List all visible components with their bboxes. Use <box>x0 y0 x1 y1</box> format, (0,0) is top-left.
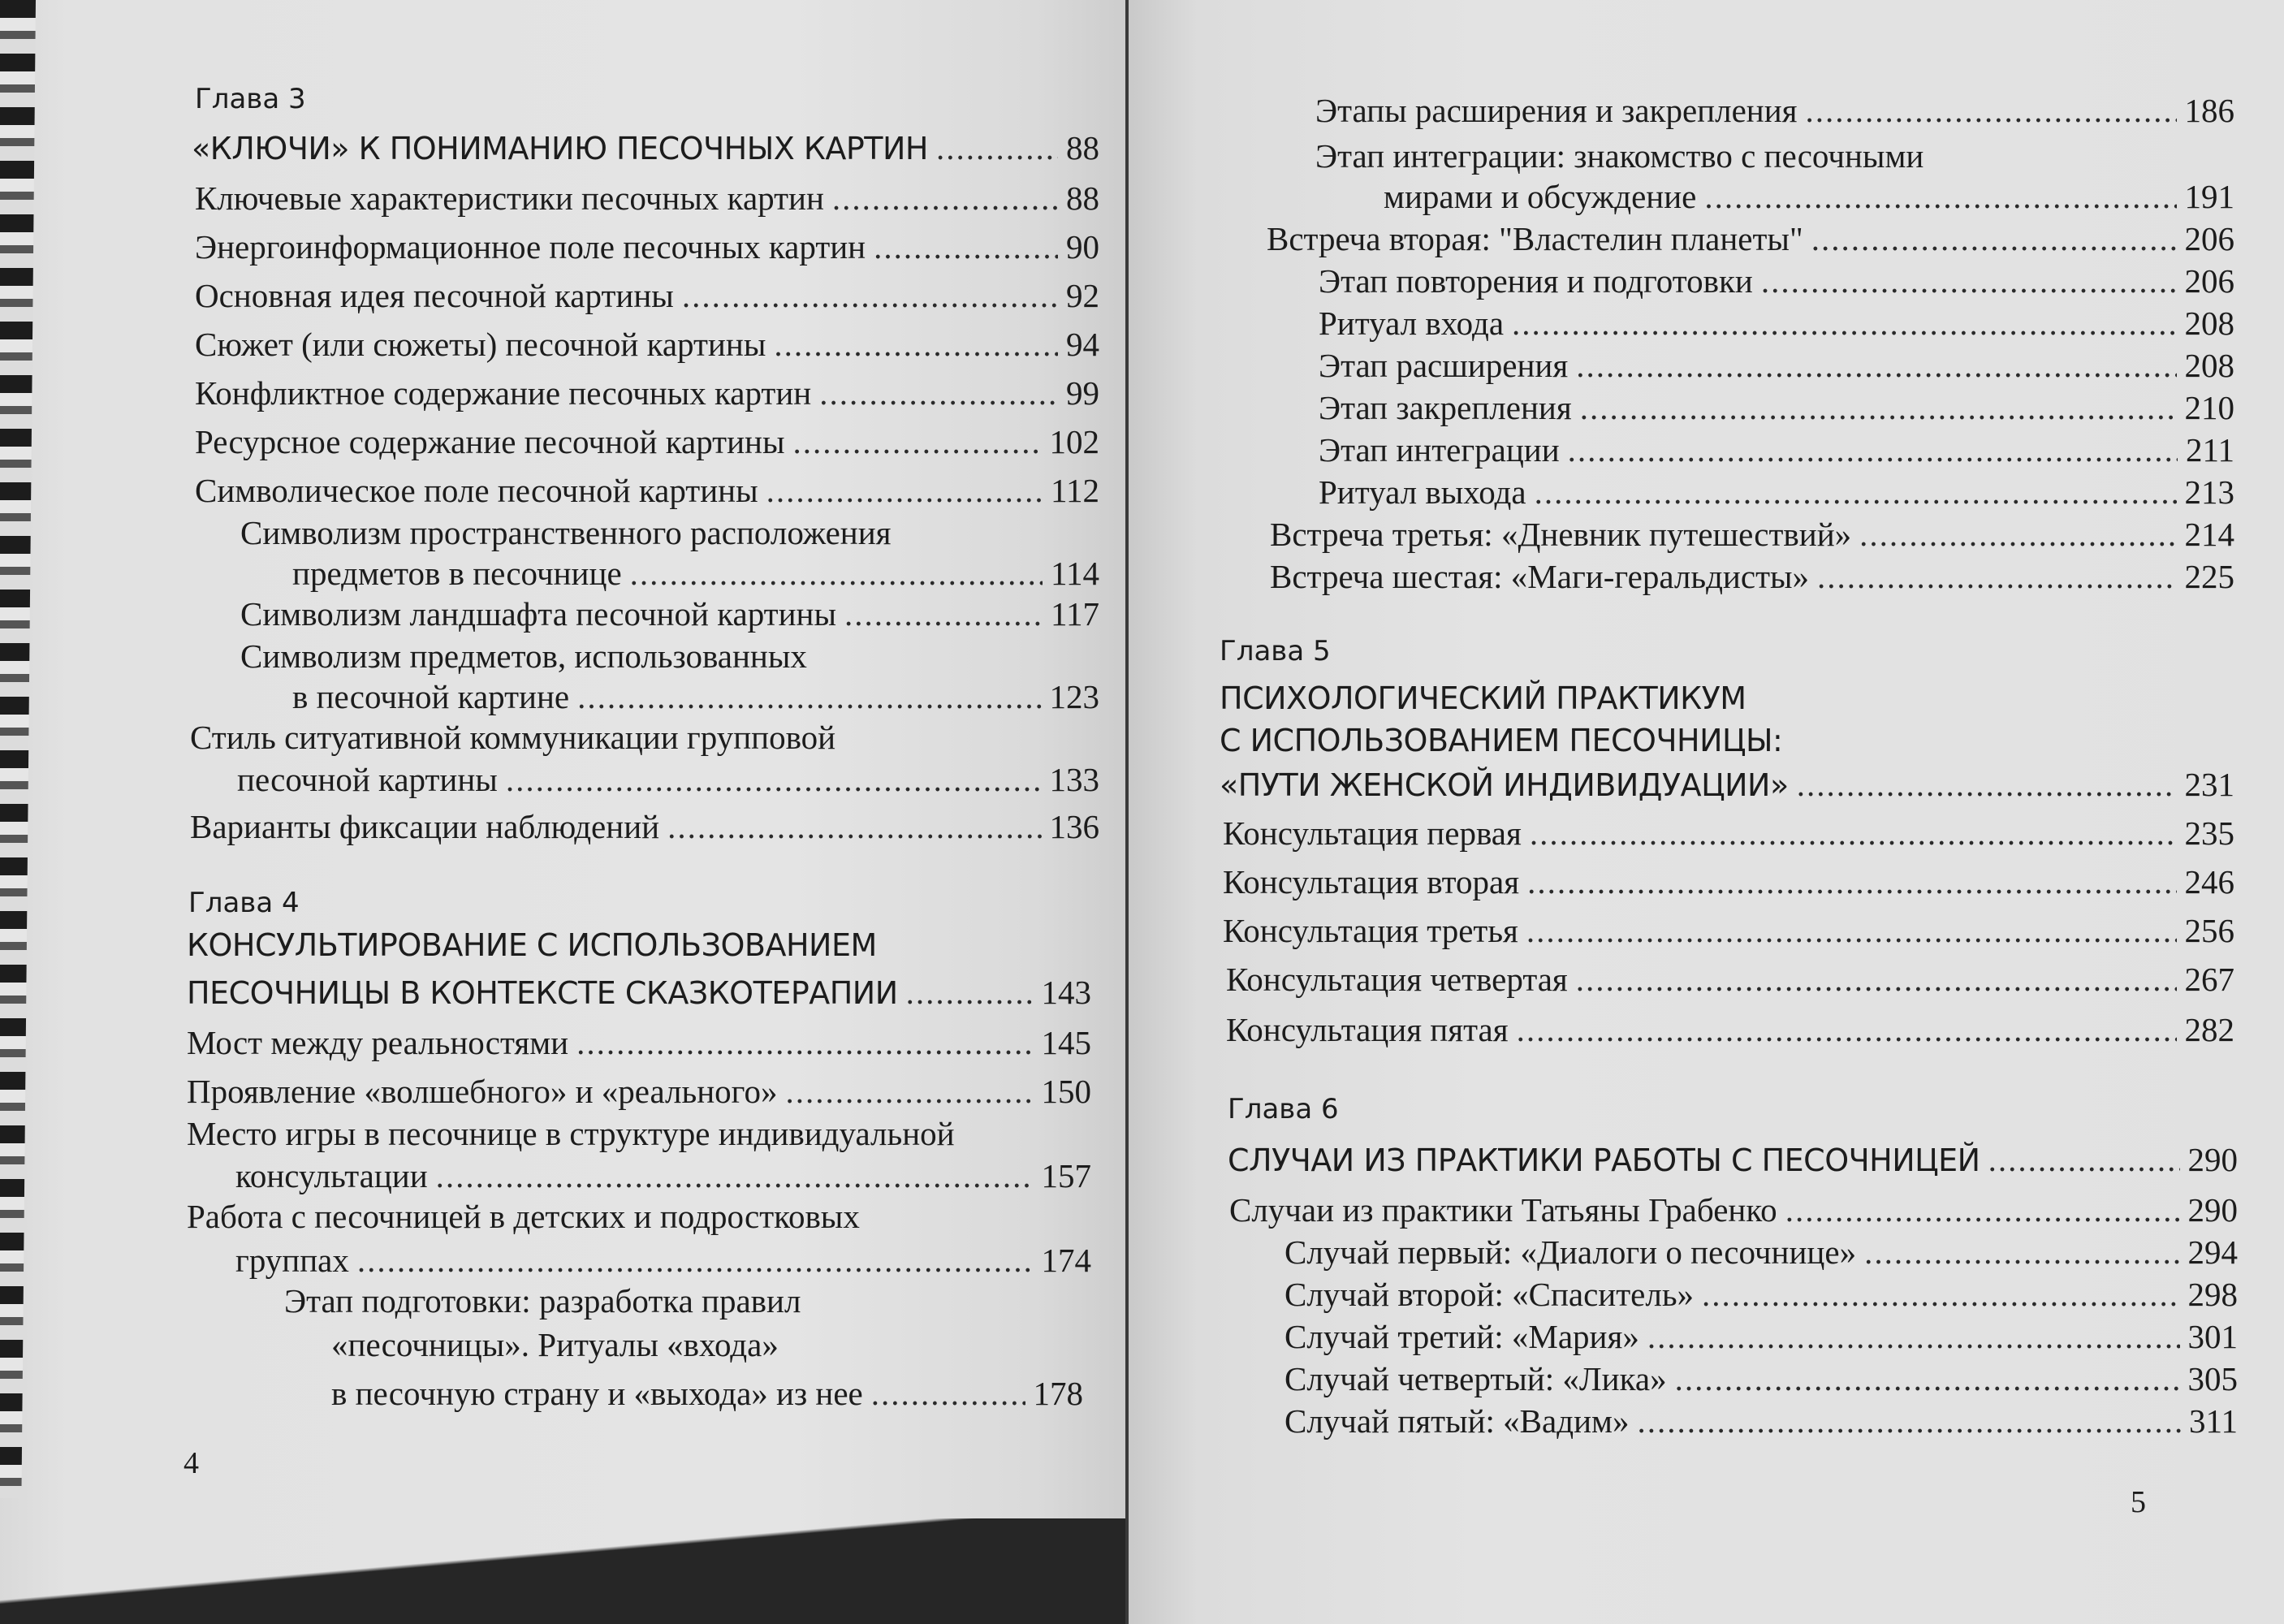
entry-text: Ключевые характеристики песочных картин <box>195 179 824 217</box>
toc-entry <box>195 374 1099 413</box>
entry-line: Стиль ситуативной коммуникации групповой <box>190 719 836 756</box>
entry-text: в песочной картине <box>292 678 570 715</box>
toc-subentry <box>1319 473 2234 512</box>
page-number-ref: 210 <box>2184 389 2234 426</box>
toc-entry <box>1270 557 2234 597</box>
page-number-ref: 290 <box>2187 1141 2238 1178</box>
entry-text: Встреча третья: «Дневник путешествий» <box>1270 516 1852 553</box>
toc-entry <box>1229 1190 2238 1230</box>
entry-text: Консультация четвертая <box>1226 961 1568 998</box>
toc-subentry <box>1284 1402 2238 1441</box>
page-number-ref: 99 <box>1066 374 1099 412</box>
chapter-title: ПЕСОЧНИЦЫ В КОНТЕКСТЕ СКАЗКОТЕРАПИИ <box>187 975 898 1011</box>
chapter-3-label: Глава 3 <box>195 83 306 115</box>
entry-text: Этап расширения <box>1319 347 1569 384</box>
chapter-5-title-entry <box>1220 765 2234 805</box>
entry-text: Основная идея песочной картины <box>195 277 674 314</box>
entry-line: Работа с песочницей в детских и подростковых <box>187 1198 860 1235</box>
subentry-line: «песочницы». Ритуалы «входа» <box>331 1326 779 1363</box>
page-number-ref: 305 <box>2187 1360 2238 1397</box>
page-number-ref: 208 <box>2184 304 2234 342</box>
toc-subentry <box>1284 1359 2238 1399</box>
entry-text: Этап интеграции <box>1319 431 1560 469</box>
page-number-ref: 112 <box>1051 472 1099 509</box>
toc-entry <box>1223 814 2234 853</box>
page-number-ref: 102 <box>1049 423 1099 460</box>
left-toc <box>0 0 1125 1624</box>
entry-text: Консультация третья <box>1223 912 1518 949</box>
chapter-4-label: Глава 4 <box>188 887 300 919</box>
page-number-ref: 157 <box>1041 1157 1091 1194</box>
toc-subentry <box>1284 1317 2238 1357</box>
chapter-title-line: КОНСУЛЬТИРОВАНИЕ С ИСПОЛЬЗОВАНИЕМ <box>187 927 877 963</box>
toc-entry <box>1223 911 2234 951</box>
entry-text: мирами и обсуждение <box>1384 178 1697 215</box>
toc-entry <box>235 1156 1091 1196</box>
subentry-line: Этап интеграции: знакомство с песочными <box>1315 137 1924 175</box>
entry-text: Мост между реальностями <box>187 1024 569 1061</box>
right-toc <box>1129 0 2284 1624</box>
entry-text: Этапы расширения и закрепления <box>1315 92 1798 129</box>
entry-text: Этап закрепления <box>1319 389 1572 426</box>
toc-subentry <box>292 554 1099 594</box>
toc-entry <box>1270 515 2234 555</box>
chapter-title: «ПУТИ ЖЕНСКОЙ ИНДИВИДУАЦИИ» <box>1220 767 1789 803</box>
page-number-ref: 88 <box>1066 129 1099 166</box>
page-number-ref: 267 <box>2184 961 2234 998</box>
entry-text: Случай второй: «Спаситель» <box>1284 1276 1695 1313</box>
page-number-ref: 301 <box>2187 1318 2238 1355</box>
entry-text: Случай третий: «Мария» <box>1284 1318 1639 1355</box>
page-number-ref: 214 <box>2184 516 2234 553</box>
page-number-ref: 235 <box>2184 814 2234 852</box>
page-number-ref: 186 <box>2184 92 2234 129</box>
chapter-title: СЛУЧАИ ИЗ ПРАКТИКИ РАБОТЫ С ПЕСОЧНИЦЕЙ <box>1228 1142 1980 1178</box>
page-number-ref: 282 <box>2184 1011 2234 1048</box>
entry-text: Ритуал выхода <box>1319 473 1526 511</box>
toc-subentry <box>1284 1275 2238 1315</box>
subentry-line: Символизм пространственного расположения <box>240 514 892 551</box>
chapter-title-line: ПСИХОЛОГИЧЕСКИЙ ПРАКТИКУМ <box>1220 680 1746 716</box>
toc-entry <box>187 1072 1091 1112</box>
entry-line: Место игры в песочнице в структуре индивидуальной <box>187 1115 955 1152</box>
toc-entry <box>195 471 1099 511</box>
page-number-ref: 88 <box>1066 179 1099 217</box>
page-number-ref: 92 <box>1066 277 1099 314</box>
entry-text: в песочную страну и «выхода» из нее <box>331 1375 863 1412</box>
left-page <box>0 0 1125 1624</box>
page-shadow <box>0 1518 1125 1624</box>
page-number-ref: 136 <box>1049 808 1099 845</box>
toc-entry <box>1226 1010 2234 1050</box>
entry-text: Встреча шестая: «Маги-геральдисты» <box>1270 558 1810 595</box>
entry-text: Конфликтное содержание песочных картин <box>195 374 812 412</box>
entry-text: Консультация первая <box>1223 814 1522 852</box>
page-number-ref: 311 <box>2189 1402 2238 1440</box>
right-page <box>1129 0 2284 1624</box>
entry-text: Символизм ландшафта песочной картины <box>240 595 836 633</box>
entry-text: Символическое поле песочной картины <box>195 472 758 509</box>
toc-entry <box>195 227 1099 267</box>
toc-entry <box>195 179 1099 218</box>
page-number-ref: 114 <box>1051 555 1099 592</box>
page-number-ref: 123 <box>1049 678 1099 715</box>
chapter-4-title-entry <box>187 973 1091 1013</box>
entry-text: Консультация вторая <box>1223 863 1520 901</box>
subentry-line: Символизм предметов, использованных <box>240 637 807 675</box>
entry-text: Ресурсное содержание песочной картины <box>195 423 785 460</box>
toc-entry <box>1267 219 2234 259</box>
page-number-ref: 213 <box>2184 473 2234 511</box>
toc-subentry <box>240 594 1099 634</box>
page-number-ref: 206 <box>2184 262 2234 300</box>
page-number-ref: 290 <box>2187 1191 2238 1229</box>
page-number-ref: 94 <box>1066 326 1099 363</box>
entry-text: Варианты фиксации наблюдений <box>190 808 660 845</box>
entry-text: Случай первый: «Диалоги о песочнице» <box>1284 1233 1857 1271</box>
entry-text: Случай четвертый: «Лика» <box>1284 1360 1667 1397</box>
page-number-ref: 133 <box>1049 761 1099 798</box>
page-number-ref: 191 <box>2184 178 2234 215</box>
toc-entry <box>190 807 1099 847</box>
entry-text: предметов в песочнице <box>292 555 622 592</box>
page-number-ref: 90 <box>1066 228 1099 266</box>
chapter-3-title-entry <box>192 128 1099 168</box>
toc-entry <box>1226 960 2234 1000</box>
toc-subentry <box>1315 91 2234 131</box>
page-number-ref: 246 <box>2184 863 2234 901</box>
page-number-ref: 143 <box>1041 974 1091 1011</box>
toc-subentry <box>1319 346 2234 386</box>
toc-subentry <box>1319 261 2234 301</box>
page-number: 5 <box>2131 1485 2146 1519</box>
page-number-ref: 294 <box>2187 1233 2238 1271</box>
entry-text: Энергоинформационное поле песочных картин <box>195 228 866 266</box>
toc-entry <box>235 1241 1091 1281</box>
subentry-line: Этап подготовки: разработка правил <box>284 1282 801 1320</box>
page-number-ref: 225 <box>2184 558 2234 595</box>
page-number-ref: 174 <box>1041 1242 1091 1279</box>
toc-entry <box>195 276 1099 316</box>
entry-text: песочной картины <box>237 761 498 798</box>
page-number-ref: 117 <box>1051 595 1099 633</box>
page-number-ref: 256 <box>2184 912 2234 949</box>
toc-entry <box>195 325 1099 365</box>
page-number-ref: 178 <box>1033 1375 1083 1412</box>
page-number-ref: 298 <box>2187 1276 2238 1313</box>
chapter-6-title-entry <box>1228 1140 2238 1180</box>
entry-text: Ритуал входа <box>1319 304 1505 342</box>
toc-subentry <box>1319 430 2234 470</box>
entry-text: консультации <box>235 1157 428 1194</box>
toc-subentry <box>331 1374 1083 1414</box>
page-number-ref: 150 <box>1041 1073 1091 1110</box>
toc-entry <box>237 760 1099 800</box>
entry-text: Этап повторения и подготовки <box>1319 262 1753 300</box>
page-number-ref: 145 <box>1041 1024 1091 1061</box>
toc-subentry <box>1284 1233 2238 1272</box>
chapter-5-label: Глава 5 <box>1220 635 1331 667</box>
entry-text: Проявление «волшебного» и «реального» <box>187 1073 778 1110</box>
toc-entry <box>187 1023 1091 1063</box>
entry-text: Консультация пятая <box>1226 1011 1509 1048</box>
page-number-ref: 208 <box>2184 347 2234 384</box>
entry-text: Случаи из практики Татьяны Грабенко <box>1229 1191 1777 1229</box>
entry-text: группах <box>235 1242 349 1279</box>
toc-entry <box>195 422 1099 462</box>
entry-text: Случай пятый: «Вадим» <box>1284 1402 1630 1440</box>
chapter-6-label: Глава 6 <box>1228 1093 1339 1125</box>
toc-subentry <box>292 677 1099 717</box>
entry-text: Сюжет (или сюжеты) песочной картины <box>195 326 766 363</box>
page-number-ref: 231 <box>2184 766 2234 803</box>
chapter-title: «КЛЮЧИ» К ПОНИМАНИЮ ПЕСОЧНЫХ КАРТИН <box>192 131 928 166</box>
chapter-title-line: С ИСПОЛЬЗОВАНИЕМ ПЕСОЧНИЦЫ: <box>1220 723 1783 758</box>
toc-subentry <box>1384 177 2234 217</box>
page-number: 4 <box>183 1446 199 1480</box>
toc-entry <box>1223 862 2234 902</box>
page-number-ref: 206 <box>2184 220 2234 257</box>
page-number-ref: 211 <box>2186 431 2234 469</box>
toc-subentry <box>1319 304 2234 343</box>
entry-text: Встреча вторая: "Властелин планеты" <box>1267 220 1803 257</box>
toc-subentry <box>1319 388 2234 428</box>
